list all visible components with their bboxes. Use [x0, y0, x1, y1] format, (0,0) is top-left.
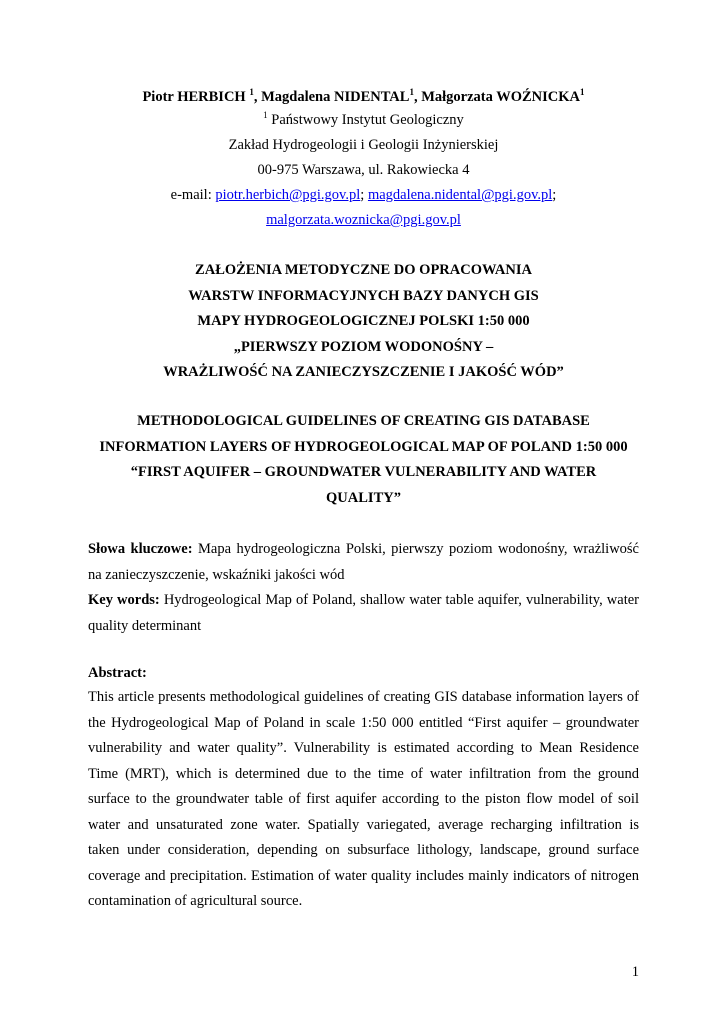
title-line: ZAŁOŻENIA METODYCZNE DO OPRACOWANIA [195, 262, 532, 278]
title-line: INFORMATION LAYERS OF HYDROGEOLOGICAL MAP OF POLAND 1:50 000 [99, 438, 628, 455]
keywords-label: Słowa kluczowe: [88, 541, 193, 557]
title-line: METHODOLOGICAL GUIDELINES OF CREATING GIS DATABASE [137, 413, 590, 429]
author-list: Piotr HERBICH $^1$, Magdalena NIDENTAL$^1$, Małgorzata WOŹNICKA$^1$ [142, 87, 585, 105]
page-number: 1 [631, 964, 639, 980]
title-polish [88, 258, 639, 386]
abstract-line: Time (MRT), which is determined due to the time of water infiltration from the ground [88, 765, 639, 782]
email-link[interactable]: magdalena.nidental@pgi.gov.pl [367, 187, 553, 203]
affiliation-marker: 1 [409, 87, 414, 97]
address-line: 00-975 Warszawa, ul. Rakowiecka 4 [257, 162, 470, 178]
affiliation-marker: 1 [580, 87, 585, 97]
title-english [88, 409, 639, 511]
abstract-heading: Abstract: [88, 665, 147, 681]
title-line: „PIERWSZY POZIOM WODONOŚNY – [233, 338, 494, 355]
affiliation-block [88, 108, 639, 233]
abstract-line: coverage and precipitation. Estimation of water quality includes mainly indicators of nitrogen [88, 867, 639, 884]
email-line [88, 208, 639, 233]
keywords-block [88, 537, 639, 639]
abstract-line: vulnerability and water quality”. Vulnerability is estimated according to Mean Residence [88, 740, 639, 756]
abstract-line: surface to the groundwater table of first aquifer according to the piston flow model of soil [88, 791, 639, 807]
keywords-polish [88, 537, 639, 588]
abstract-line: the Hydrogeological Map of Poland in scale 1:50 000 entitled “First aquifer – groundwater [88, 714, 639, 731]
abstract-line: contamination of agricultural source. [88, 893, 303, 909]
email-link[interactable]: piotr.herbich@pgi.gov.pl [215, 187, 361, 203]
title-line: QUALITY” [326, 489, 401, 506]
paper-page [88, 0, 639, 1024]
author-name: Małgorzata WOŹNICKA [421, 89, 581, 105]
title-line: WARSTW INFORMACYJNYCH BAZY DANYCH GIS [188, 287, 539, 304]
department-name: Zakład Hydrogeologii i Geologii Inżynierskiej [228, 137, 499, 153]
author-name: Magdalena NIDENTAL [261, 89, 410, 105]
abstract-line: water and unsaturated zone water. Spatially variegated, average recharging infiltration is [88, 816, 639, 833]
abstract-line: This article presents methodological guidelines of creating GIS database information layers of [88, 689, 639, 705]
email-line: e-mail: piotr.herbich@pgi.gov.pl; magdalena.nidental@pgi.gov.pl; [170, 187, 557, 203]
abstract-body [88, 685, 639, 915]
affiliation-marker: 1 [263, 110, 268, 120]
email-link[interactable]: malgorzata.woznicka@pgi.gov.pl [266, 212, 461, 228]
title-line: MAPY HYDROGEOLOGICZNEJ POLSKI 1:50 000 [197, 313, 530, 329]
keywords-text: Mapa hydrogeologiczna Polski, pierwszy poziom wodonośny, wrażliwość na zanieczyszczenie, wskaźniki jakości wód [88, 541, 639, 583]
title-line: WRAŻLIWOŚĆ NA ZANIECZYSZCZENIE I JAKOŚĆ WÓD” [163, 364, 564, 380]
title-line: “FIRST AQUIFER – GROUNDWATER VULNERABILITY AND WATER [130, 464, 597, 480]
affiliation-marker: 1 [249, 87, 254, 97]
keywords-english [88, 588, 639, 639]
abstract-line: taken under consideration, depending on subsurface lithology, landscape, ground surface [88, 842, 639, 858]
keywords-label: Key words: [88, 592, 160, 608]
keywords-text: Hydrogeological Map of Poland, shallow water table aquifer, vulnerability, water quality determinant [88, 592, 639, 634]
email-prefix: e-mail: [170, 187, 212, 203]
institute-name: Państwowy Instytut Geologiczny [271, 112, 464, 128]
author-name: Piotr HERBICH [142, 89, 246, 105]
institute-line [88, 108, 639, 133]
